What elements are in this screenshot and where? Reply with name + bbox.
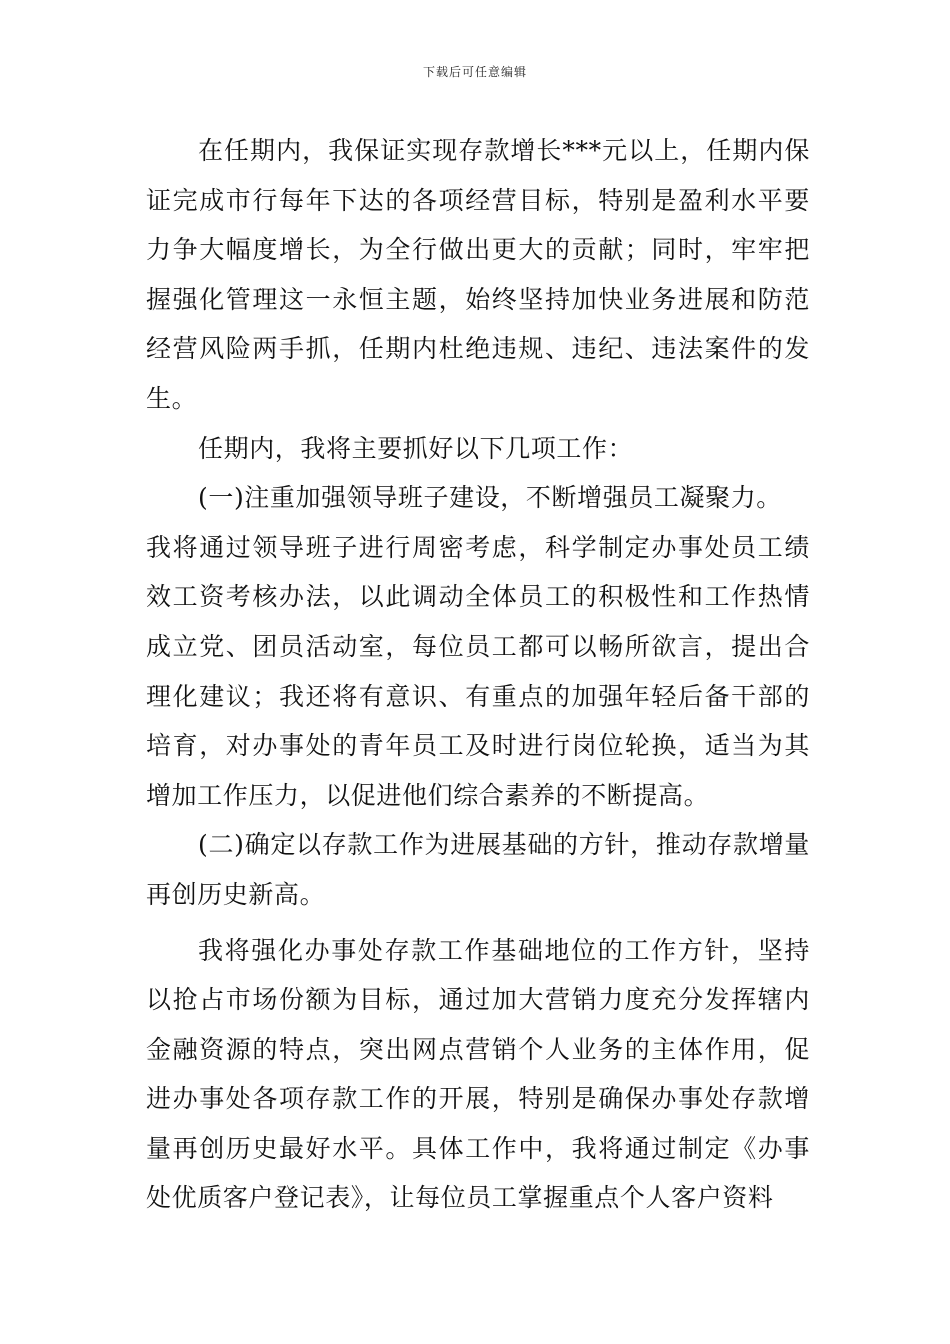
document-body: [146, 126, 810, 1223]
paragraph-work-intro: 任期内，我将主要抓好以下几项工作：: [198, 433, 634, 463]
paragraph-deposits: 我将强化办事处存款工作基础地位的工作方针，坚持以抢占市场份额为目标，通过加大营销力度充分发挥辖内金融资源的特点，突出网点营销个人业务的主体作用，促进办事处各项存款工作的开展，特别是确保办事处存款增量再创历史最好水平。具体工作中，我将通过制定《办事处优质客户登记表》，让每位员工掌握重点个人客户资料: [146, 935, 810, 1213]
page-header-note: 下载后可任意编辑: [422, 65, 527, 79]
paragraph-term-goals: 在任期内，我保证实现存款增长***元以上，任期内保证完成市行每年下达的各项经营目标，特别是盈利水平要力争大幅度增长，为全行做出更大的贡献；同时，牢牢把握强化管理这一永恒主题，始终坚持加快业务进展和防范经营风险两手抓，任期内杜绝违规、违纪、违法案件的发生。: [146, 136, 810, 413]
paragraph-leadership: 我将通过领导班子进行周密考虑，科学制定办事处员工绩效工资考核办法，以此调动全体员工的积极性和工作热情成立党、团员活动室，每位员工都可以畅所欲言，提出合理化建议；我还将有意识、有重点的加强年轻后备干部的培育，对办事处的青年员工及时进行岗位轮换，适当为其增加工作压力，以促进他们综合素养的不断提高。: [146, 532, 810, 810]
heading-section-two: (二)确定以存款工作为进展基础的方针，推动存款增量再创历史新高。: [146, 830, 810, 909]
heading-section-one: (一)注重加强领导班子建设，不断增强员工凝聚力。: [198, 483, 782, 513]
